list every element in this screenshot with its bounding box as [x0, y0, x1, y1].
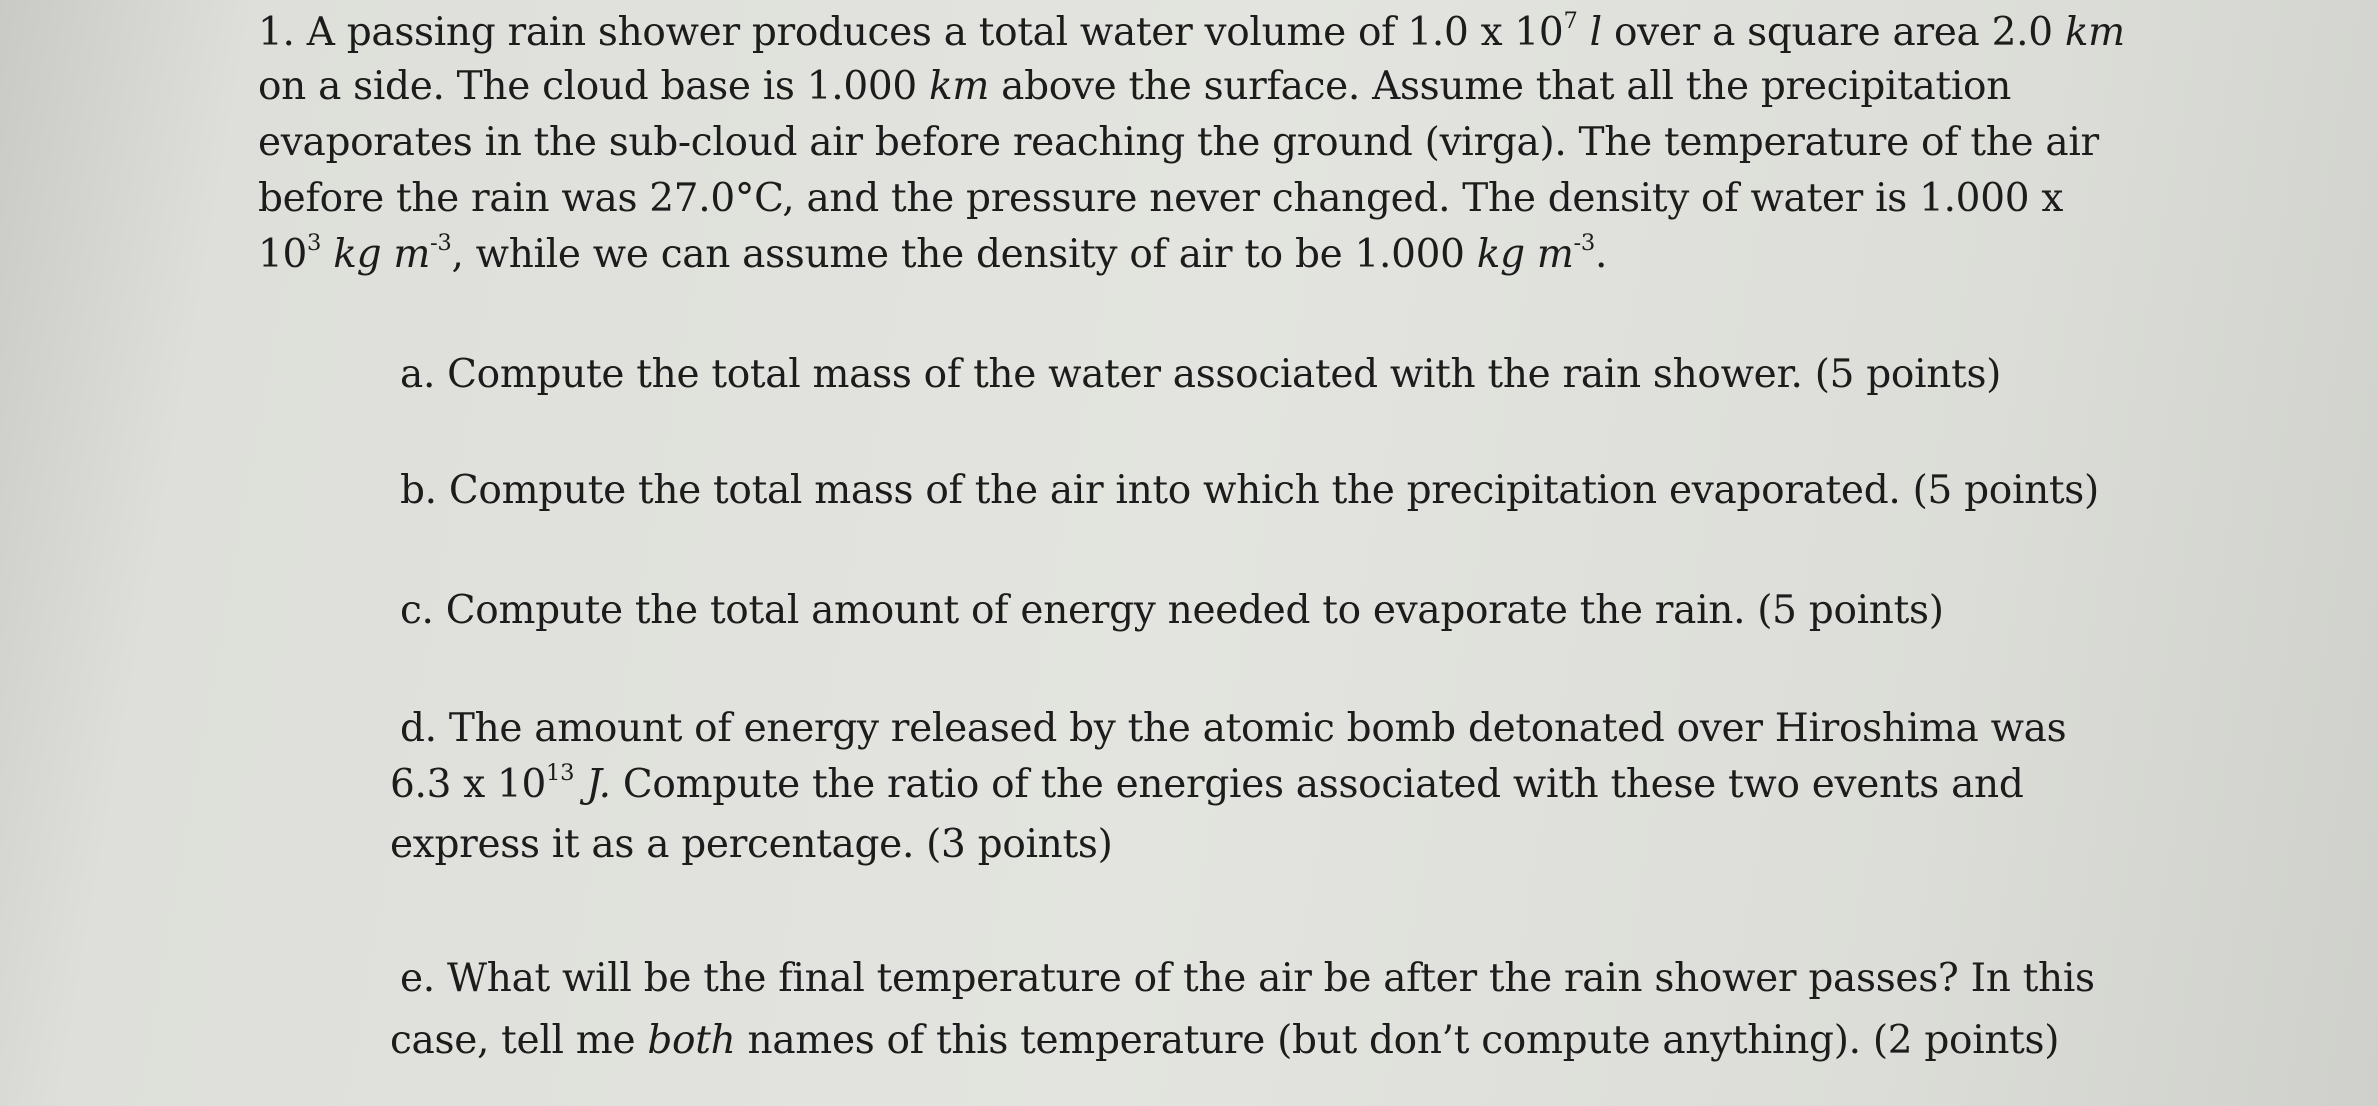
part-a: a. Compute the total mass of the water associated with the rain shower. (5 points) — [400, 352, 2002, 397]
unit-symbol: kg m — [1476, 232, 1574, 277]
unit-symbol: l — [1589, 10, 1602, 55]
text-segment: A passing rain shower produces a total water volume of 1.0 x 10 — [306, 10, 1564, 55]
text-segment: 6.3 x 10 — [390, 762, 547, 807]
part-b: b. Compute the total mass of the air into which the precipitation evaporated. (5 points) — [400, 468, 2099, 513]
part-d-line-1: d. The amount of energy released by the atomic bomb detonated over Hiroshima was — [400, 706, 2067, 751]
text-segment: Compute the ratio of the energies associated with these two events and — [622, 762, 2024, 807]
problem-line-4: before the rain was 27.0°C, and the pressure never changed. The density of water is 1.000 x — [258, 176, 2064, 221]
emphasis-text: both — [647, 1018, 736, 1063]
part-d-line-3: express it as a percentage. (3 points) — [390, 822, 1113, 867]
text-segment: on a side. The cloud base is 1.000 — [258, 64, 917, 109]
unit-symbol: kg m — [333, 232, 431, 277]
part-c: c. Compute the total amount of energy needed to evaporate the rain. (5 points) — [400, 588, 1944, 633]
unit-symbol: km — [929, 64, 990, 109]
superscript: 7 — [1563, 8, 1578, 35]
text-segment: . — [1594, 232, 1608, 277]
problem-line-3: evaporates in the sub-cloud air before reaching the ground (virga). The temperature of the air — [258, 120, 2099, 165]
superscript: 3 — [307, 230, 322, 257]
part-d-line-2 — [390, 762, 2024, 808]
problem-line-5 — [258, 232, 1607, 278]
part-e-line-2 — [390, 1018, 2059, 1064]
problem-number: 1. — [258, 10, 295, 55]
text-segment: 10 — [258, 232, 308, 277]
unit-symbol: km — [2064, 10, 2125, 55]
text-segment: case, tell me — [390, 1018, 636, 1063]
text-segment: above the surface. Assume that all the precipitation — [1001, 64, 2012, 109]
part-e-line-1: e. What will be the final temperature of the air be after the rain shower passes? In this — [400, 956, 2095, 1001]
superscript: -3 — [1573, 230, 1595, 257]
superscript: 13 — [546, 760, 575, 787]
problem-line-2 — [258, 64, 2011, 110]
unit-symbol: J. — [586, 762, 611, 807]
text-segment: , while we can assume the density of air to be 1.000 — [451, 232, 1465, 277]
problem-line-1 — [258, 10, 2125, 56]
text-segment: names of this temperature (but don’t compute anything). (2 points) — [747, 1018, 2060, 1063]
superscript: -3 — [430, 230, 452, 257]
text-segment: over a square area 2.0 — [1613, 10, 2053, 55]
